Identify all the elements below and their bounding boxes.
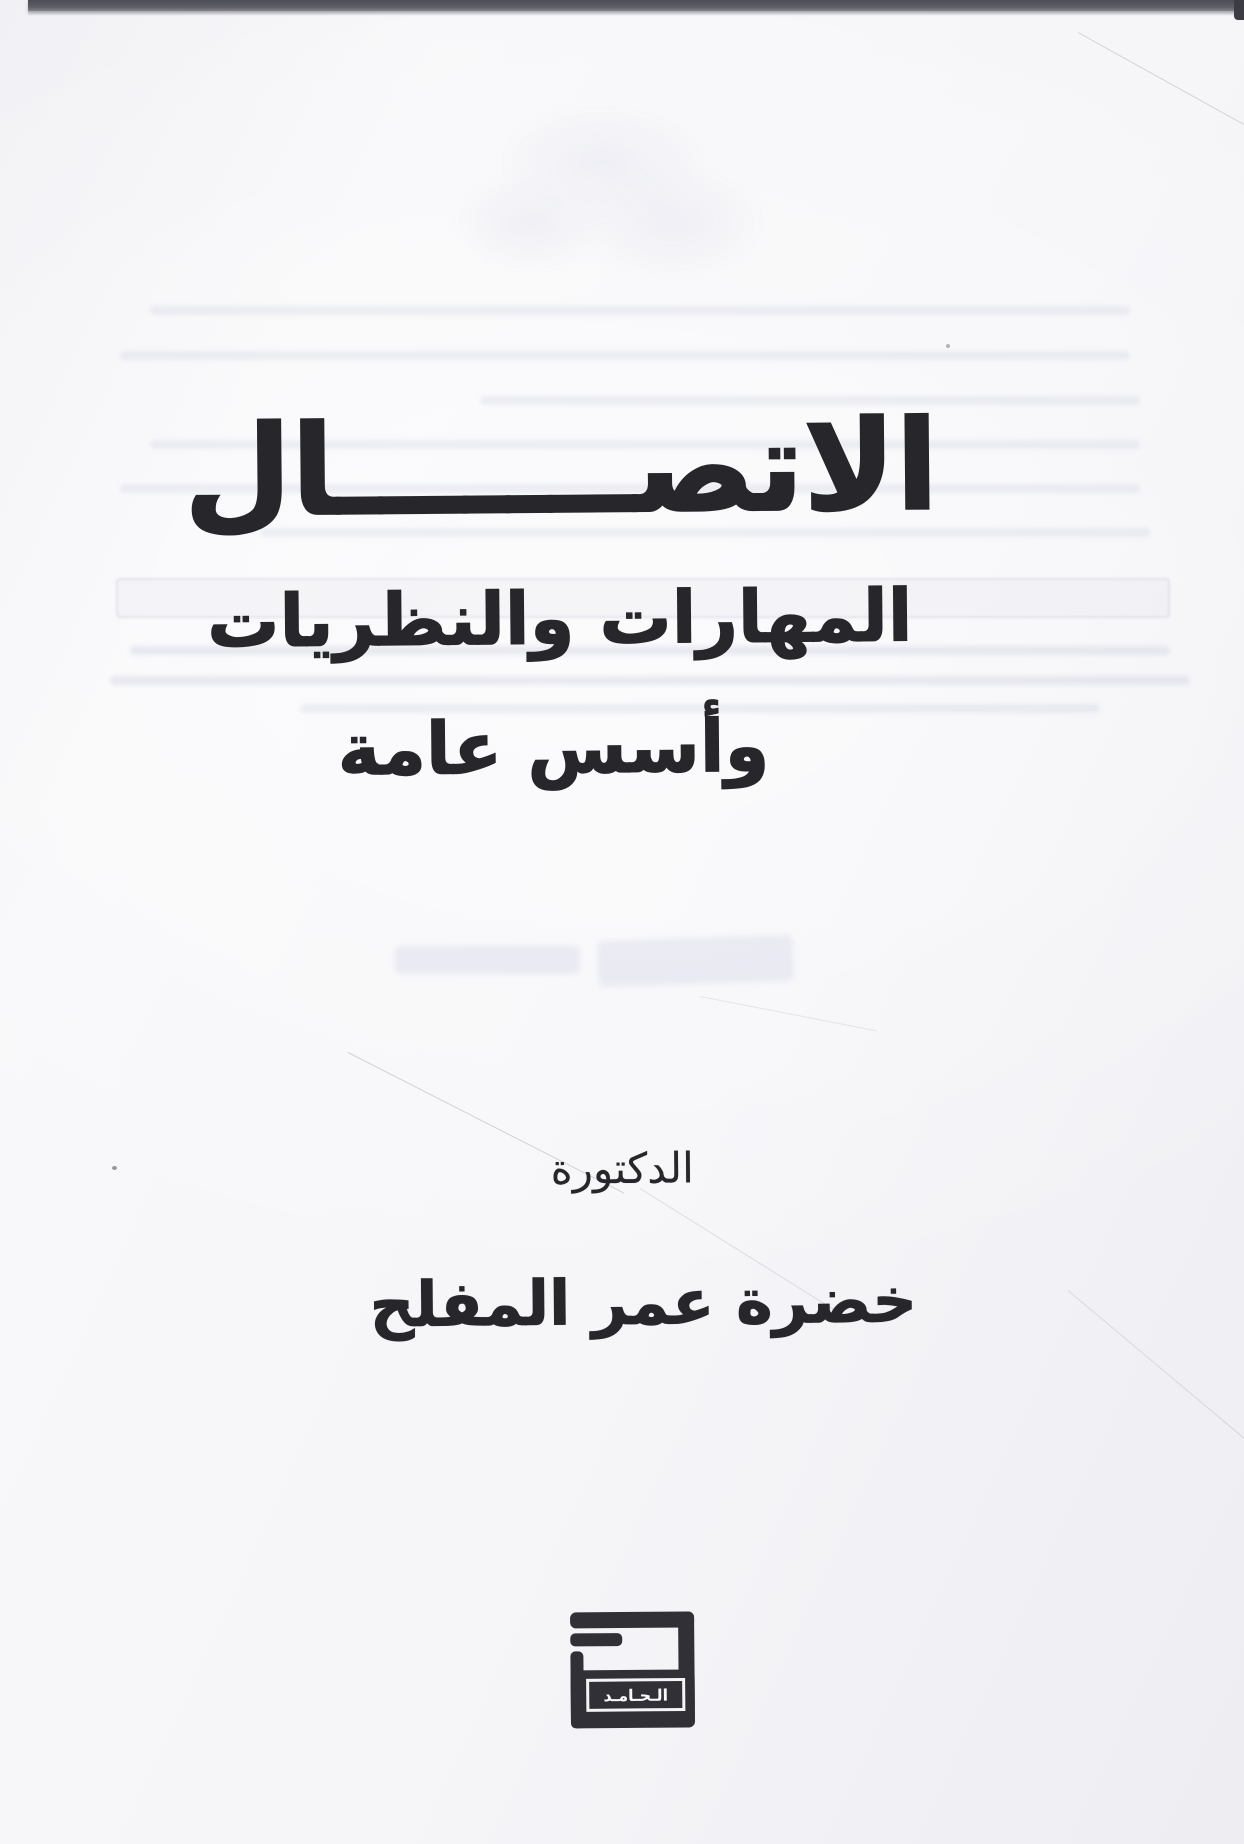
author-role-label: الدكتورة [550,1142,694,1194]
publisher-logo [562,1605,703,1736]
book-subtitle-line1: المهارات والنظريات [206,573,913,664]
author-name: خضرة عمر المفلح [369,1262,918,1341]
book-subtitle-line2: وأسس عامة [337,703,770,792]
book-title: الاتصـــــــال [183,393,939,545]
publisher-logo-text: الـحـامـد [603,1685,669,1706]
publisher-logo-icon [562,1605,703,1736]
